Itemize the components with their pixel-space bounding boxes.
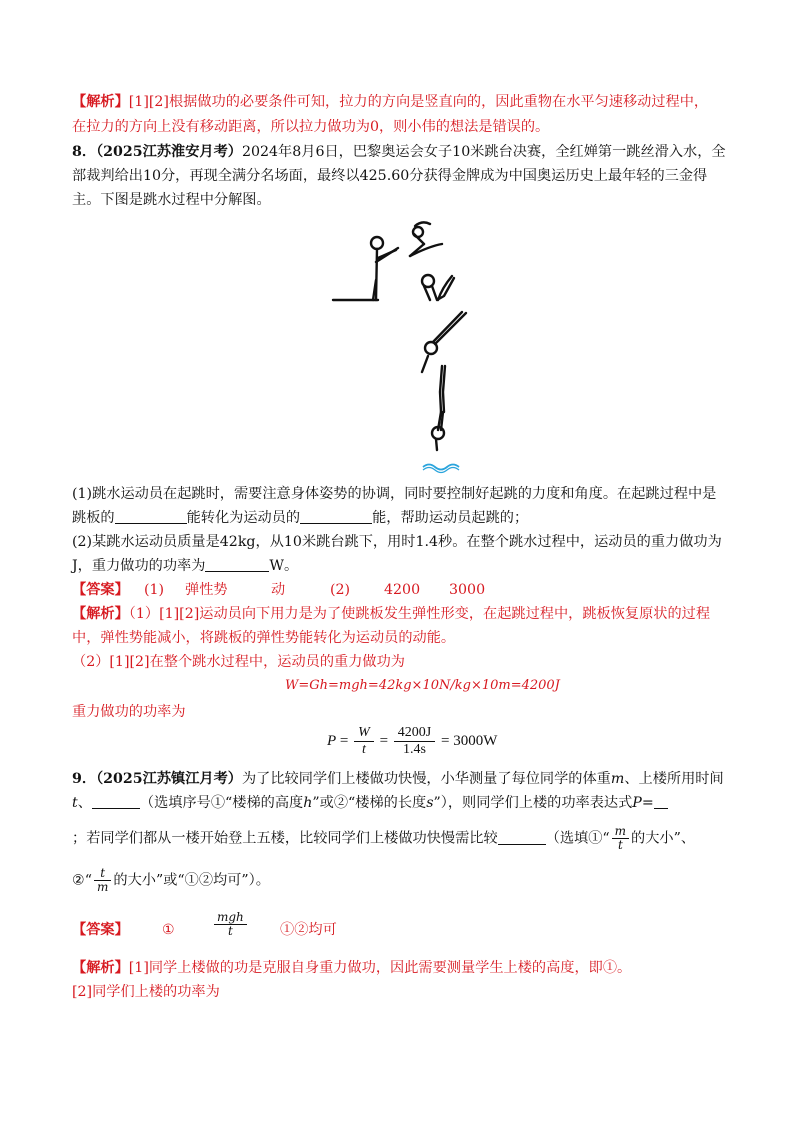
q8-part1-line2: 跳板的 能转化为运动员的 能，帮助运动员起跳的； [72,510,529,526]
q8-answer [72,580,486,600]
answer-fraction: mgh t [214,911,247,938]
analysis-tag: 【解析】 [72,960,129,976]
answer-item: (2) [330,582,351,598]
answer-item: 3000 [449,582,486,598]
answer-blank[interactable] [115,509,187,524]
fraction: $\frac{4200J}{1.4s}$ [394,725,435,758]
work-formula: W=Gh=mgh=42kg×10N/kg×10m=4200J [285,678,560,693]
power-formula: P = $\frac{W}{t}$ = $\frac{4200J}{1.4s}$ = 3000W [327,725,498,757]
answer-blank[interactable] [498,830,546,845]
q9-answer [72,910,337,940]
q9-stem-line1: 9．（2025江苏镇江月考）为了比较同学们上楼做功快慢，小华测量了每位同学的体重m、上楼所用时间 [72,771,724,787]
q9-stem-line3: ；若同学们都从一楼开始登上五楼，比较同学们上楼做功快慢需比较 （选填①“ $\frac{m}{t}$ 的大小”、 [72,824,696,852]
question-number: 9． [72,771,97,787]
answer-item: 弹性势 [185,582,228,598]
q8-analysis-line4: 重力做功的功率为 [72,704,186,720]
question-source: （2025江苏淮安月考） [96,144,242,160]
answer-item: ①②均可 [280,922,337,938]
analysis-tag: 【解析】 [72,606,129,622]
q8-analysis-line2: 中，弹性势能减小，将跳板的弹性势能转化为运动员的动能。 [72,630,456,646]
q8-part2-line1: (2)某跳水运动员质量是42kg，从10米跳台跳下，用时1.4秒。在整个跳水过程中，运动员的重力做功为 [72,534,722,550]
answer-item: (1) [144,582,165,598]
q9-analysis-line2: [2]同学们上楼的功率为 [72,984,220,1000]
q8-analysis-line1: 【解析】（1）[1][2]运动员向下用力是为了使跳板发生弹性形变，在起跳过程中，跳板恢复原状的过程 [72,606,711,622]
q8-stem-line1: 8．（2025江苏淮安月考）2024年8月6日，巴黎奥运会女子10米跳台决赛，全红婵第一跳丝滑入水，全 [72,144,726,160]
fraction: $\frac{m}{t}$ [612,825,629,852]
answer-tag: 【答案】 [72,922,129,938]
answer-item: 动 [271,582,286,598]
q8-stem-line2: 部裁判给出10分，再现全满分名场面，最终以425.60分获得金牌成为中国奥运历史上最年轻的三金得 [72,168,708,184]
question-number: 8． [72,144,97,160]
q8-part2-line2: J，重力做功的功率为 W。 [72,558,299,574]
answer-blank[interactable] [654,794,668,809]
q9-stem-line2: t、 （选填序号①“楼梯的高度h”或②“楼梯的长度s”），则同学们上楼的功率表达式P= [72,793,668,813]
question-source: （2025江苏镇江月考） [96,771,242,787]
q7-analysis-line1: 【解析】[1][2]根据做功的必要条件可知，拉力的方向是竖直向的，因此重物在水平匀速移动过程中， [72,94,709,110]
answer-blank[interactable] [300,509,372,524]
answer-blank[interactable] [205,557,269,572]
answer-item: 4200 [384,582,421,598]
q8-part1-line1: (1)跳水运动员在起跳时，需要注意身体姿势的协调，同时要控制好起跳的力度和角度。在起跳过程中是 [72,486,717,502]
answer-blank[interactable] [92,794,140,809]
fraction: $\frac{t}{m}$ [94,867,111,894]
answer-tag: 【答案】 [72,582,129,598]
fraction: $\frac{W}{t}$ [354,725,374,758]
q8-analysis-line3: （2）[1][2]在整个跳水过程中，运动员的重力做功为 [72,654,405,670]
q8-stem-line3: 主。下图是跳水过程中分解图。 [72,192,271,208]
q9-stem-line4: ②“ $\frac{t}{m}$ 的大小”或“①②均可”）。 [72,866,270,894]
analysis-tag: 【解析】 [72,94,129,110]
answer-item: ① [162,922,175,938]
q7-analysis-line2: 在拉力的方向上没有移动距离，所以拉力做功为0，则小伟的想法是错误的。 [72,119,550,135]
q9-analysis-line1: 【解析】[1]同学上楼做的功是克服自身重力做功，因此需要测量学生上楼的高度，即①。 [72,960,632,976]
